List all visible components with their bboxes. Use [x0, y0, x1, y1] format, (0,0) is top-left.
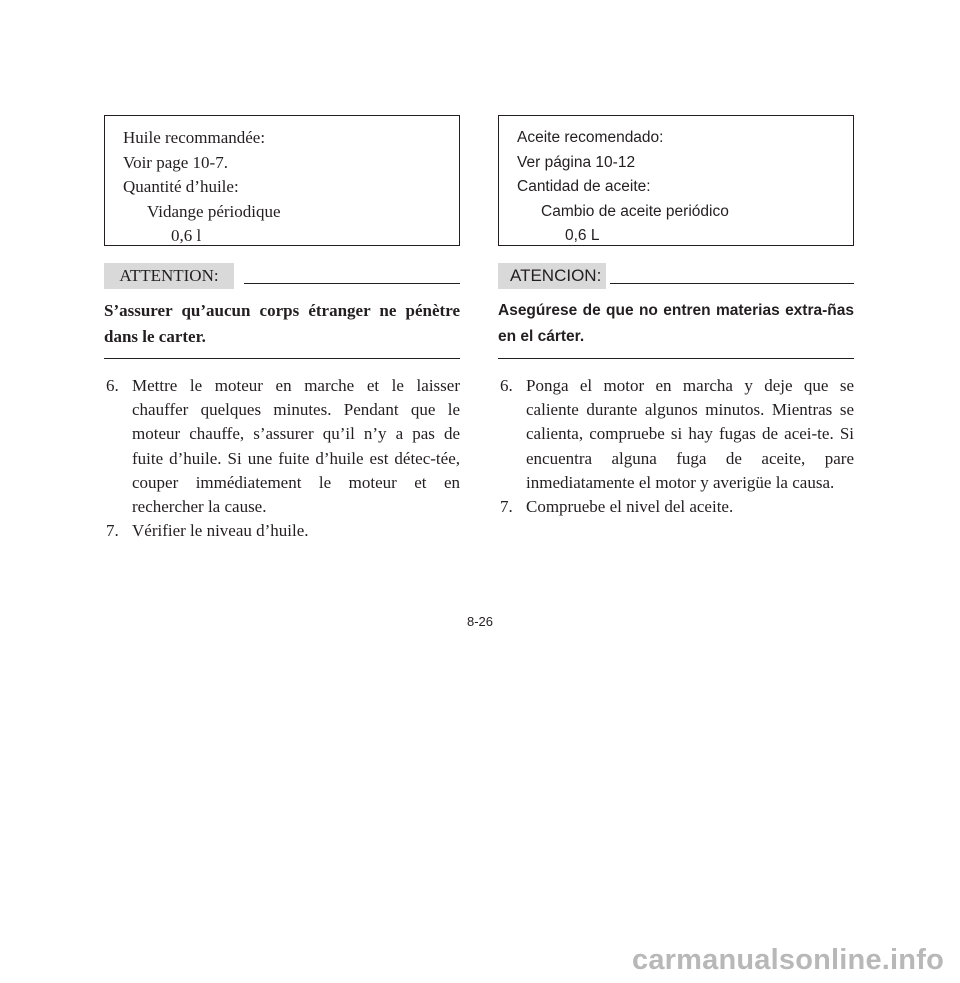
step-item — [500, 374, 854, 495]
periodic-change-label: Cambio de aceite periódico — [541, 202, 729, 220]
recommended-oil-label: Aceite recomendado: — [517, 129, 664, 146]
step-text: Vérifier le niveau d’huile. — [132, 521, 309, 541]
watermark: carmanualsonline.info — [632, 944, 944, 976]
step-number: 6. — [106, 376, 119, 395]
oil-amount: 0,6 L — [565, 227, 600, 244]
caution-header — [498, 263, 854, 291]
see-page-reference: Voir page 10-7. — [123, 152, 228, 172]
step-text: Ponga el motor en marcha y deje que se caliente durante algunos minutos. Mientras se calienta, compruebe si hay fugas de acei-te. Si encuentra alguna fuga de aceite, pare inmediatamente el motor y averigüe la causa. — [526, 376, 854, 492]
caution-rule — [610, 283, 854, 284]
see-page-reference: Ver página 10-12 — [517, 153, 636, 171]
step-item — [106, 519, 460, 543]
periodic-change-label: Vidange périodique — [147, 201, 281, 221]
step-number: 7. — [500, 497, 513, 517]
step-text: Compruebe el nivel del aceite. — [526, 497, 734, 517]
caution-text: S’assurer qu’aucun corps étranger ne pénètre dans le carter. — [104, 298, 460, 359]
caution-header — [104, 263, 460, 291]
caution-rule — [244, 283, 460, 284]
oil-quantity-label: Cantidad de aceite: — [517, 178, 651, 195]
step-text: Mettre le moteur en marche et le laisser chauffer quelques minutes. Pendant que le moteur chauffe, s’assurer qu’il n’y a pas de fuite d’huile. Si une fuite d’huile est détec-tée, couper immédiatement le moteur et en rechercher la cause. — [132, 376, 460, 517]
step-item — [106, 374, 460, 519]
french-column — [104, 115, 460, 543]
step-list — [500, 374, 854, 519]
step-item — [500, 495, 854, 519]
oil-quantity-label: Quantité d’huile: — [123, 177, 239, 196]
caution-text: Asegúrese de que no entren materias extra-ñas en el cárter. — [498, 298, 854, 359]
oil-amount: 0,6 l — [171, 226, 202, 245]
step-number: 7. — [106, 521, 119, 541]
page-number: 8-26 — [466, 614, 494, 629]
caution-label: ATTENTION: — [104, 263, 234, 289]
recommended-oil-label: Huile recommandée: — [123, 128, 266, 147]
step-number: 6. — [500, 376, 513, 395]
oil-spec-box — [104, 115, 460, 246]
spanish-column — [498, 115, 854, 519]
step-list — [106, 374, 460, 543]
oil-spec-box — [498, 115, 854, 246]
caution-label: ATENCION: — [498, 263, 606, 289]
